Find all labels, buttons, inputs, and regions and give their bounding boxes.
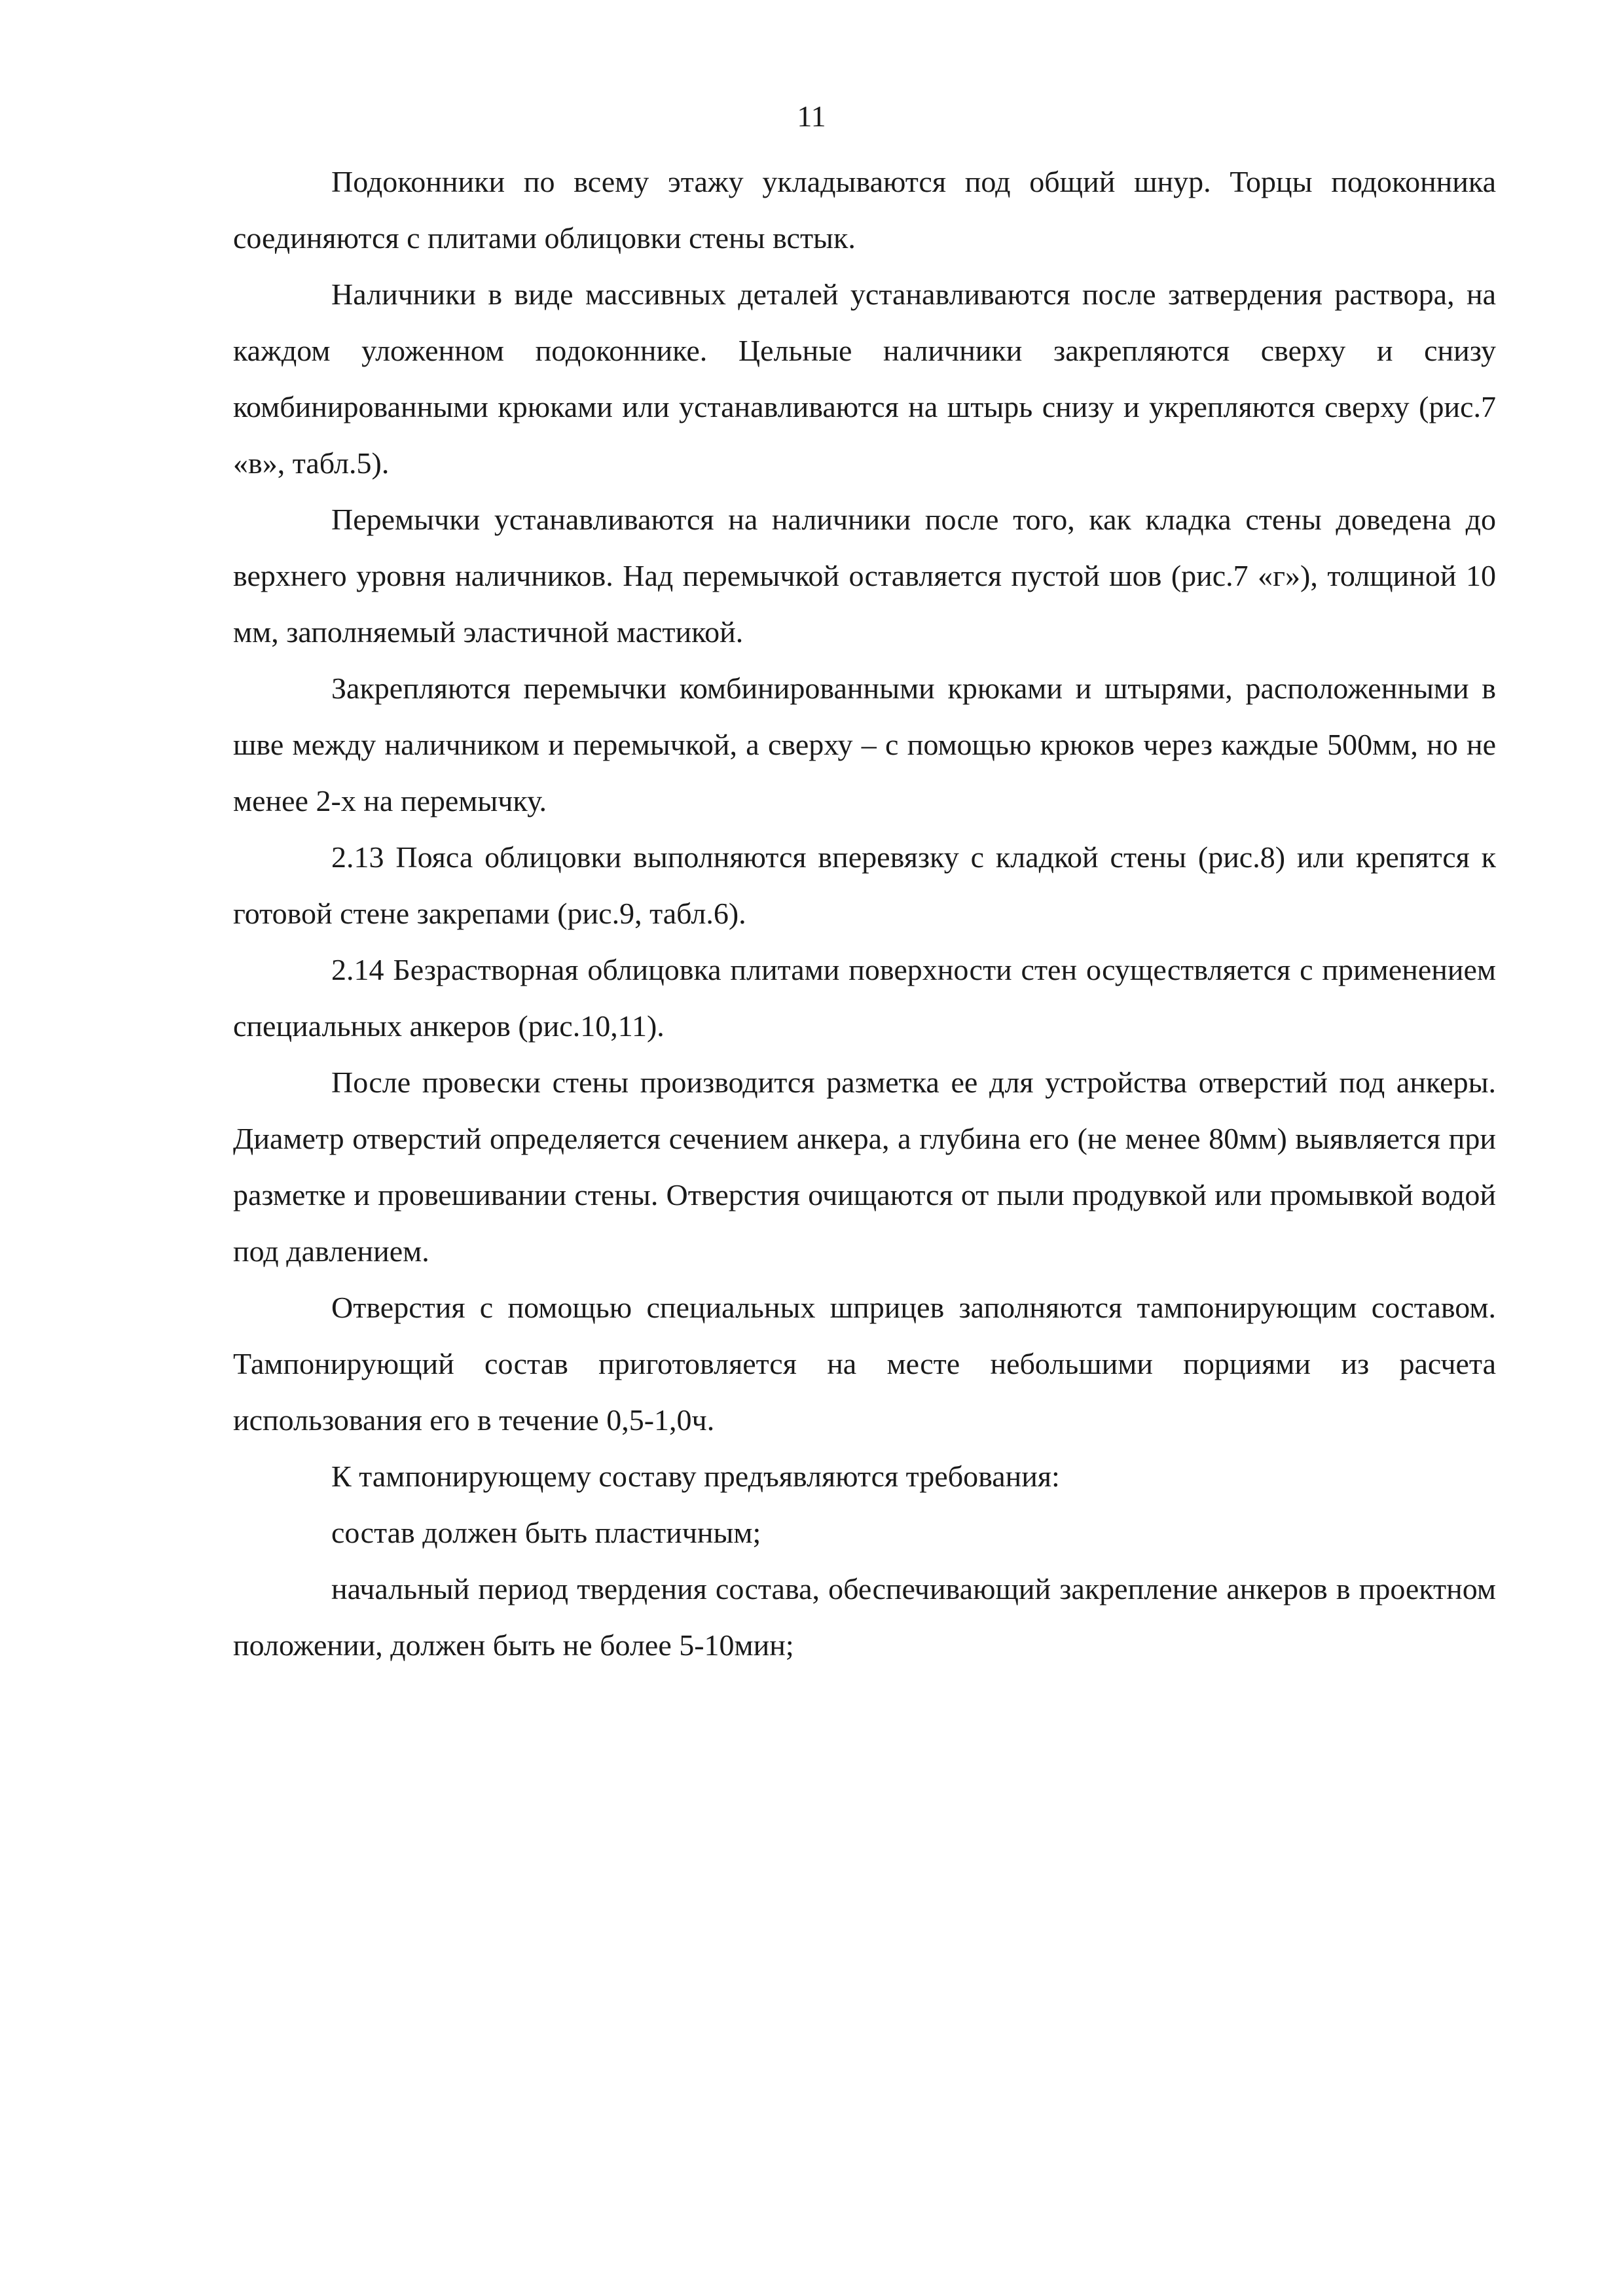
paragraph-lintel-fixing: Закрепляются перемычки комбинированными крюками и штырями, расположенными в шве между наличником и перемычкой, а сверху – с помощью крюков через каждые 500мм, но не менее 2-х на перемычку.: [233, 672, 1496, 817]
paragraph-tamponing-compound: Отверстия с помощью специальных шприцев заполняются тампонирующим составом. Тампонирующий состав приготовляется на месте небольшими порциями из расчета использования его в течение 0,5-1,0ч.: [233, 1291, 1496, 1437]
paragraph-requirement-hardening: начальный период твердения состава, обеспечивающий закрепление анкеров в проектном положении, должен быть не более 5-10мин;: [233, 1572, 1496, 1662]
paragraph-requirement-plastic: состав должен быть пластичным;: [331, 1516, 761, 1549]
body-text: [233, 154, 1496, 1674]
paragraph-section-2-14: 2.14 Безрастворная облицовка плитами поверхности стен осуществляется с применением специальных анкеров (рис.10,11).: [233, 953, 1496, 1043]
paragraph-anchor-holes: После провески стены производится разметка ее для устройства отверстий под анкеры. Диаметр отверстий определяется сечением анкера, а глубина его (не менее 80мм) выявляется при разметке и провешивании стены. Отверстия очищаются от пыли продувкой или промывкой водой под давлением.: [233, 1066, 1496, 1268]
paragraph-requirements-intro: К тампонирующему составу предъявляются требования:: [331, 1460, 1060, 1493]
paragraph-window-sills: Подоконники по всему этажу укладываются под общий шнур. Торцы подоконника соединяются с плитами облицовки стены встык.: [233, 165, 1496, 255]
paragraph-architraves: Наличники в виде массивных деталей устанавливаются после затвердения раствора, на каждом уложенном подоконнике. Цельные наличники закрепляются сверху и снизу комбинированными крюками или устанавливаются на штырь снизу и укрепляются сверху (рис.7 «в», табл.5).: [233, 278, 1496, 480]
paragraph-section-2-13: 2.13 Пояса облицовки выполняются вперевязку с кладкой стены (рис.8) или крепятся к готовой стене закрепами (рис.9, табл.6).: [233, 840, 1496, 930]
paragraph-lintels: Перемычки устанавливаются на наличники после того, как кладка стены доведена до верхнего уровня наличников. Над перемычкой оставляется пустой шов (рис.7 «г»), толщиной 10 мм, заполняемый эластичной мастикой.: [233, 503, 1496, 649]
page-number: 11: [797, 99, 826, 133]
